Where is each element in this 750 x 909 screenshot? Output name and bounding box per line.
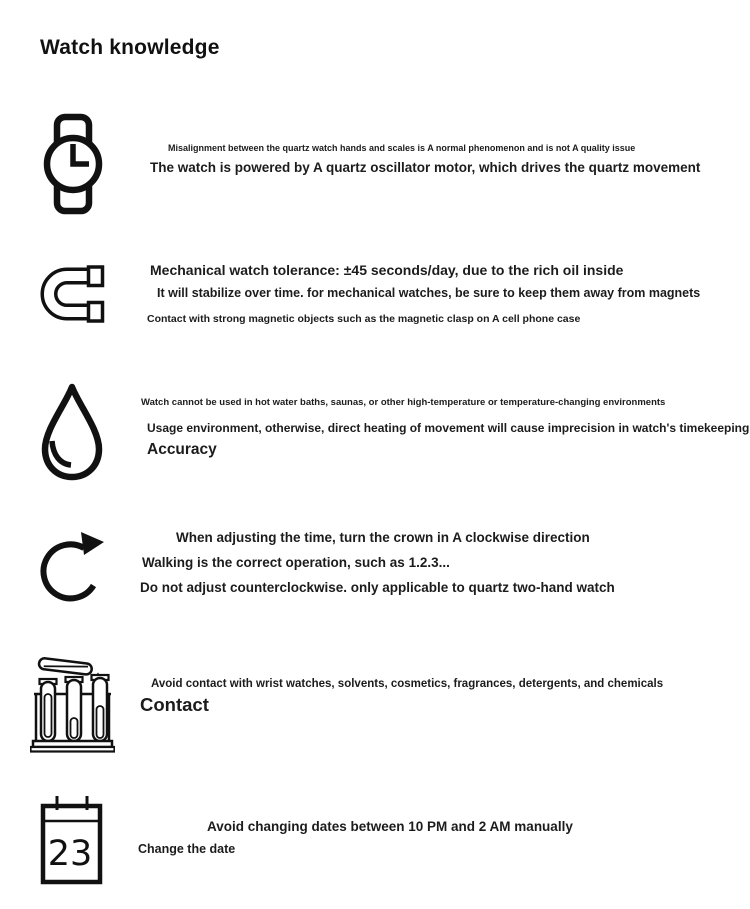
clockwise-arrow-icon — [40, 528, 106, 610]
calendar-day-number: 23 — [47, 834, 93, 874]
section-accuracy-line-1: Watch cannot be used in hot water baths, saunas, or other high-temperature or temperature-changing environments — [141, 397, 666, 408]
section-magnet-line-1: Mechanical watch tolerance: ±45 seconds/day, due to the rich oil inside — [150, 262, 624, 278]
calendar-icon — [40, 794, 103, 886]
magnet-icon — [40, 265, 106, 323]
section-adjust-line-1: When adjusting the time, turn the crown in A clockwise direction — [176, 530, 590, 545]
section-date-line-2: Change the date — [138, 842, 236, 856]
section-quartz-line-1: Misalignment between the quartz watch hands and scales is A normal phenomenon and is not A quality issue — [168, 143, 636, 153]
section-magnet-line-2: It will stabilize over time. for mechanical watches, be sure to keep them away from magnets — [157, 286, 701, 300]
section-accuracy-line-2: Usage environment, otherwise, direct heating of movement will cause imprecision in watch's timekeeping — [147, 421, 750, 435]
section-contact-line-1: Avoid contact with wrist watches, solvents, cosmetics, fragrances, detergents, and chemicals — [151, 678, 664, 690]
test-tubes-icon — [30, 650, 115, 755]
section-quartz-line-2: The watch is powered by A quartz oscillator motor, which drives the quartz movement — [150, 160, 701, 175]
watch-icon — [40, 113, 106, 215]
section-adjust-line-2: Walking is the correct operation, such as 1.2.3... — [142, 555, 450, 570]
section-date-line-1: Avoid changing dates between 10 PM and 2 AM manually — [207, 819, 573, 834]
section-contact-line-2: Contact — [140, 694, 209, 715]
section-magnet-line-3: Contact with strong magnetic objects such as the magnetic clasp on A cell phone case — [147, 313, 581, 325]
section-adjust-line-3: Do not adjust counterclockwise. only applicable to quartz two-hand watch — [140, 580, 615, 595]
section-accuracy-line-3: Accuracy — [147, 441, 217, 458]
water-drop-icon — [38, 382, 106, 482]
page-title: Watch knowledge — [40, 36, 220, 59]
